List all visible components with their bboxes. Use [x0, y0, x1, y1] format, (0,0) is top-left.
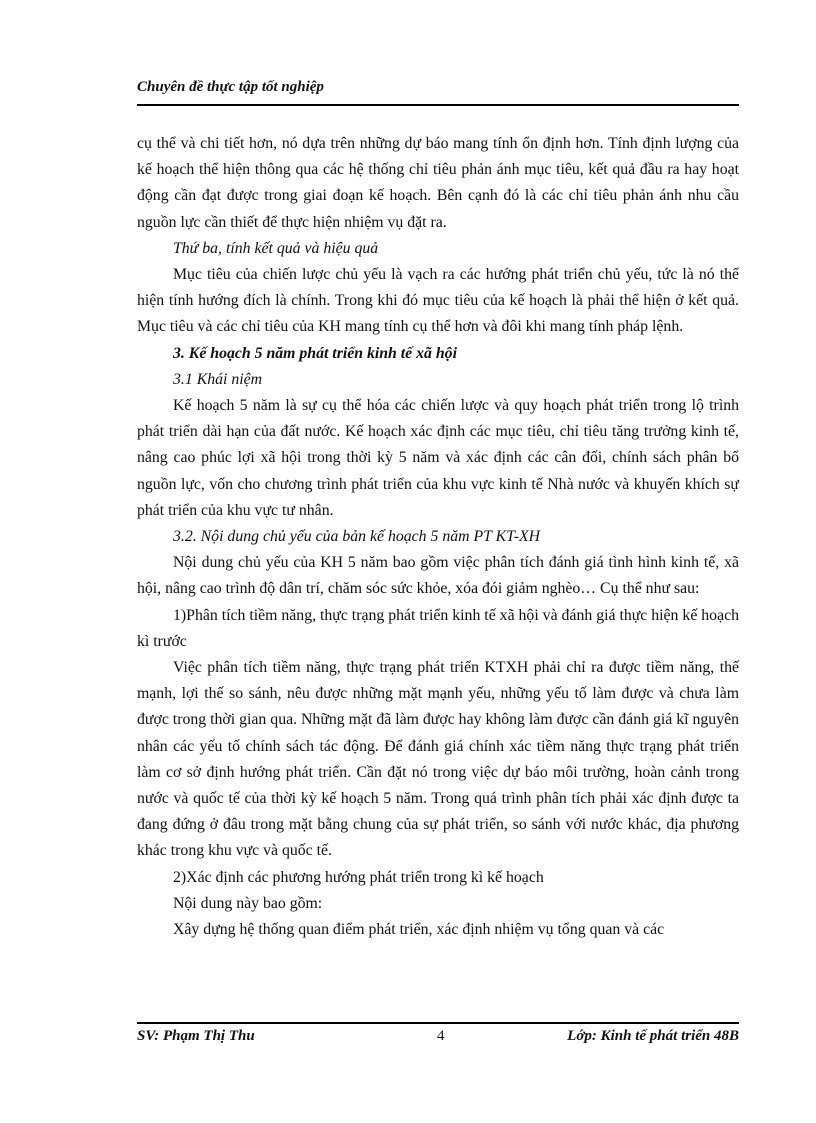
paragraph: Kế hoạch 5 năm là sự cụ thể hóa các chiến lược và quy hoạch phát triển trong lộ trình phát triển dài hạn của đất nước. Kế hoạch xác định các mục tiêu, chỉ tiêu tăng trưởng kinh tế, nâng cao phúc lợi xã hội trong thời kỳ 5 năm và xác định các cân đối, chính sách phân bổ nguồn lực, vốn cho chương trình phát triển của khu vực kinh tế Nhà nước và khuyến khích sự phát triển của khu vực tư nhân.	[137, 397, 739, 519]
paragraph: Nội dung này bao gồm:	[173, 894, 323, 912]
paragraph: 2)Xác định các phương hướng phát triển trong kì kế hoạch	[173, 868, 544, 886]
header-rule	[137, 104, 739, 106]
page-footer	[137, 1028, 739, 1050]
section-heading: 3. Kế hoạch 5 năm phát triển kinh tế xã hội	[173, 344, 457, 362]
subheading-third: Thứ ba, tính kết quả và hiệu quả	[173, 239, 379, 257]
class-name: Lớp: Kinh tế phát triển 48B	[567, 1028, 739, 1044]
paragraph: 1)Phân tích tiềm năng, thực trạng phát triển kinh tế xã hội và đánh giá thực hiện kế hoạch kì trước	[137, 606, 739, 650]
footer-rule	[137, 1022, 739, 1024]
subsection-heading: 3.1 Khái niệm	[173, 370, 263, 388]
student-name: SV: Phạm Thị Thu	[137, 1028, 255, 1044]
page-number: 4	[437, 1028, 445, 1044]
paragraph: Việc phân tích tiềm năng, thực trạng phát triển KTXH phải chỉ ra được tiềm năng, thế mạnh, lợi thế so sánh, nêu được những mặt mạnh yếu, những yếu tố làm được và chưa làm được trong thời gian qua. Những mặt đã làm được hay không làm được cần đánh giá kĩ nguyên nhân các yếu tố chính sách tác động. Để đánh giá chính xác tiềm năng thực trạng phát triển làm cơ sở định hướng phát triển. Cần đặt nó trong việc dự báo môi trường, hoàn cảnh trong nước và quốc tế của thời kỳ kế hoạch 5 năm. Trong quá trình phân tích phải xác định được ta đang đứng ở đâu trong mặt bằng chung của sự phát triển, so sánh với nước khác, địa phương khác trong khu vực và quốc tế.	[137, 659, 739, 860]
page-header	[137, 76, 739, 98]
paragraph: cụ thể và chi tiết hơn, nó dựa trên những dự báo mang tính ổn định hơn. Tính định lượng của kế hoạch thể hiện thông qua các hệ thống chỉ tiêu phản ánh mục tiêu, kết quả đầu ra hay hoạt động cần đạt được trong giai đoạn kế hoạch. Bên cạnh đó là các chỉ tiêu phản ánh nhu cầu nguồn lực cần thiết để thực hiện nhiệm vụ đặt ra.	[137, 135, 739, 231]
body-text	[137, 131, 739, 943]
subsection-heading: 3.2. Nội dung chủ yếu của bản kế hoạch 5 năm PT KT-XH	[173, 528, 541, 546]
paragraph: Xây dựng hệ thống quan điểm phát triển, xác định nhiệm vụ tổng quan và các	[173, 921, 665, 939]
document-title: Chuyên đề thực tập tốt nghiệp	[137, 79, 324, 95]
paragraph: Nội dung chủ yếu của KH 5 năm bao gồm việc phân tích đánh giá tình hình kinh tế, xã hội, nâng cao trình độ dân trí, chăm sóc sức khỏe, xóa đói giảm nghèo… Cụ thể như sau:	[137, 554, 739, 598]
paragraph: Mục tiêu của chiến lược chủ yếu là vạch ra các hướng phát triển chủ yếu, tức là nó thể hiện tính hướng đích là chính. Trong khi đó mục tiêu của kế hoạch là phải thể hiện ở kết quả. Mục tiêu và các chỉ tiêu của KH mang tính cụ thể hơn và đôi khi mang tính pháp lệnh.	[137, 266, 739, 336]
